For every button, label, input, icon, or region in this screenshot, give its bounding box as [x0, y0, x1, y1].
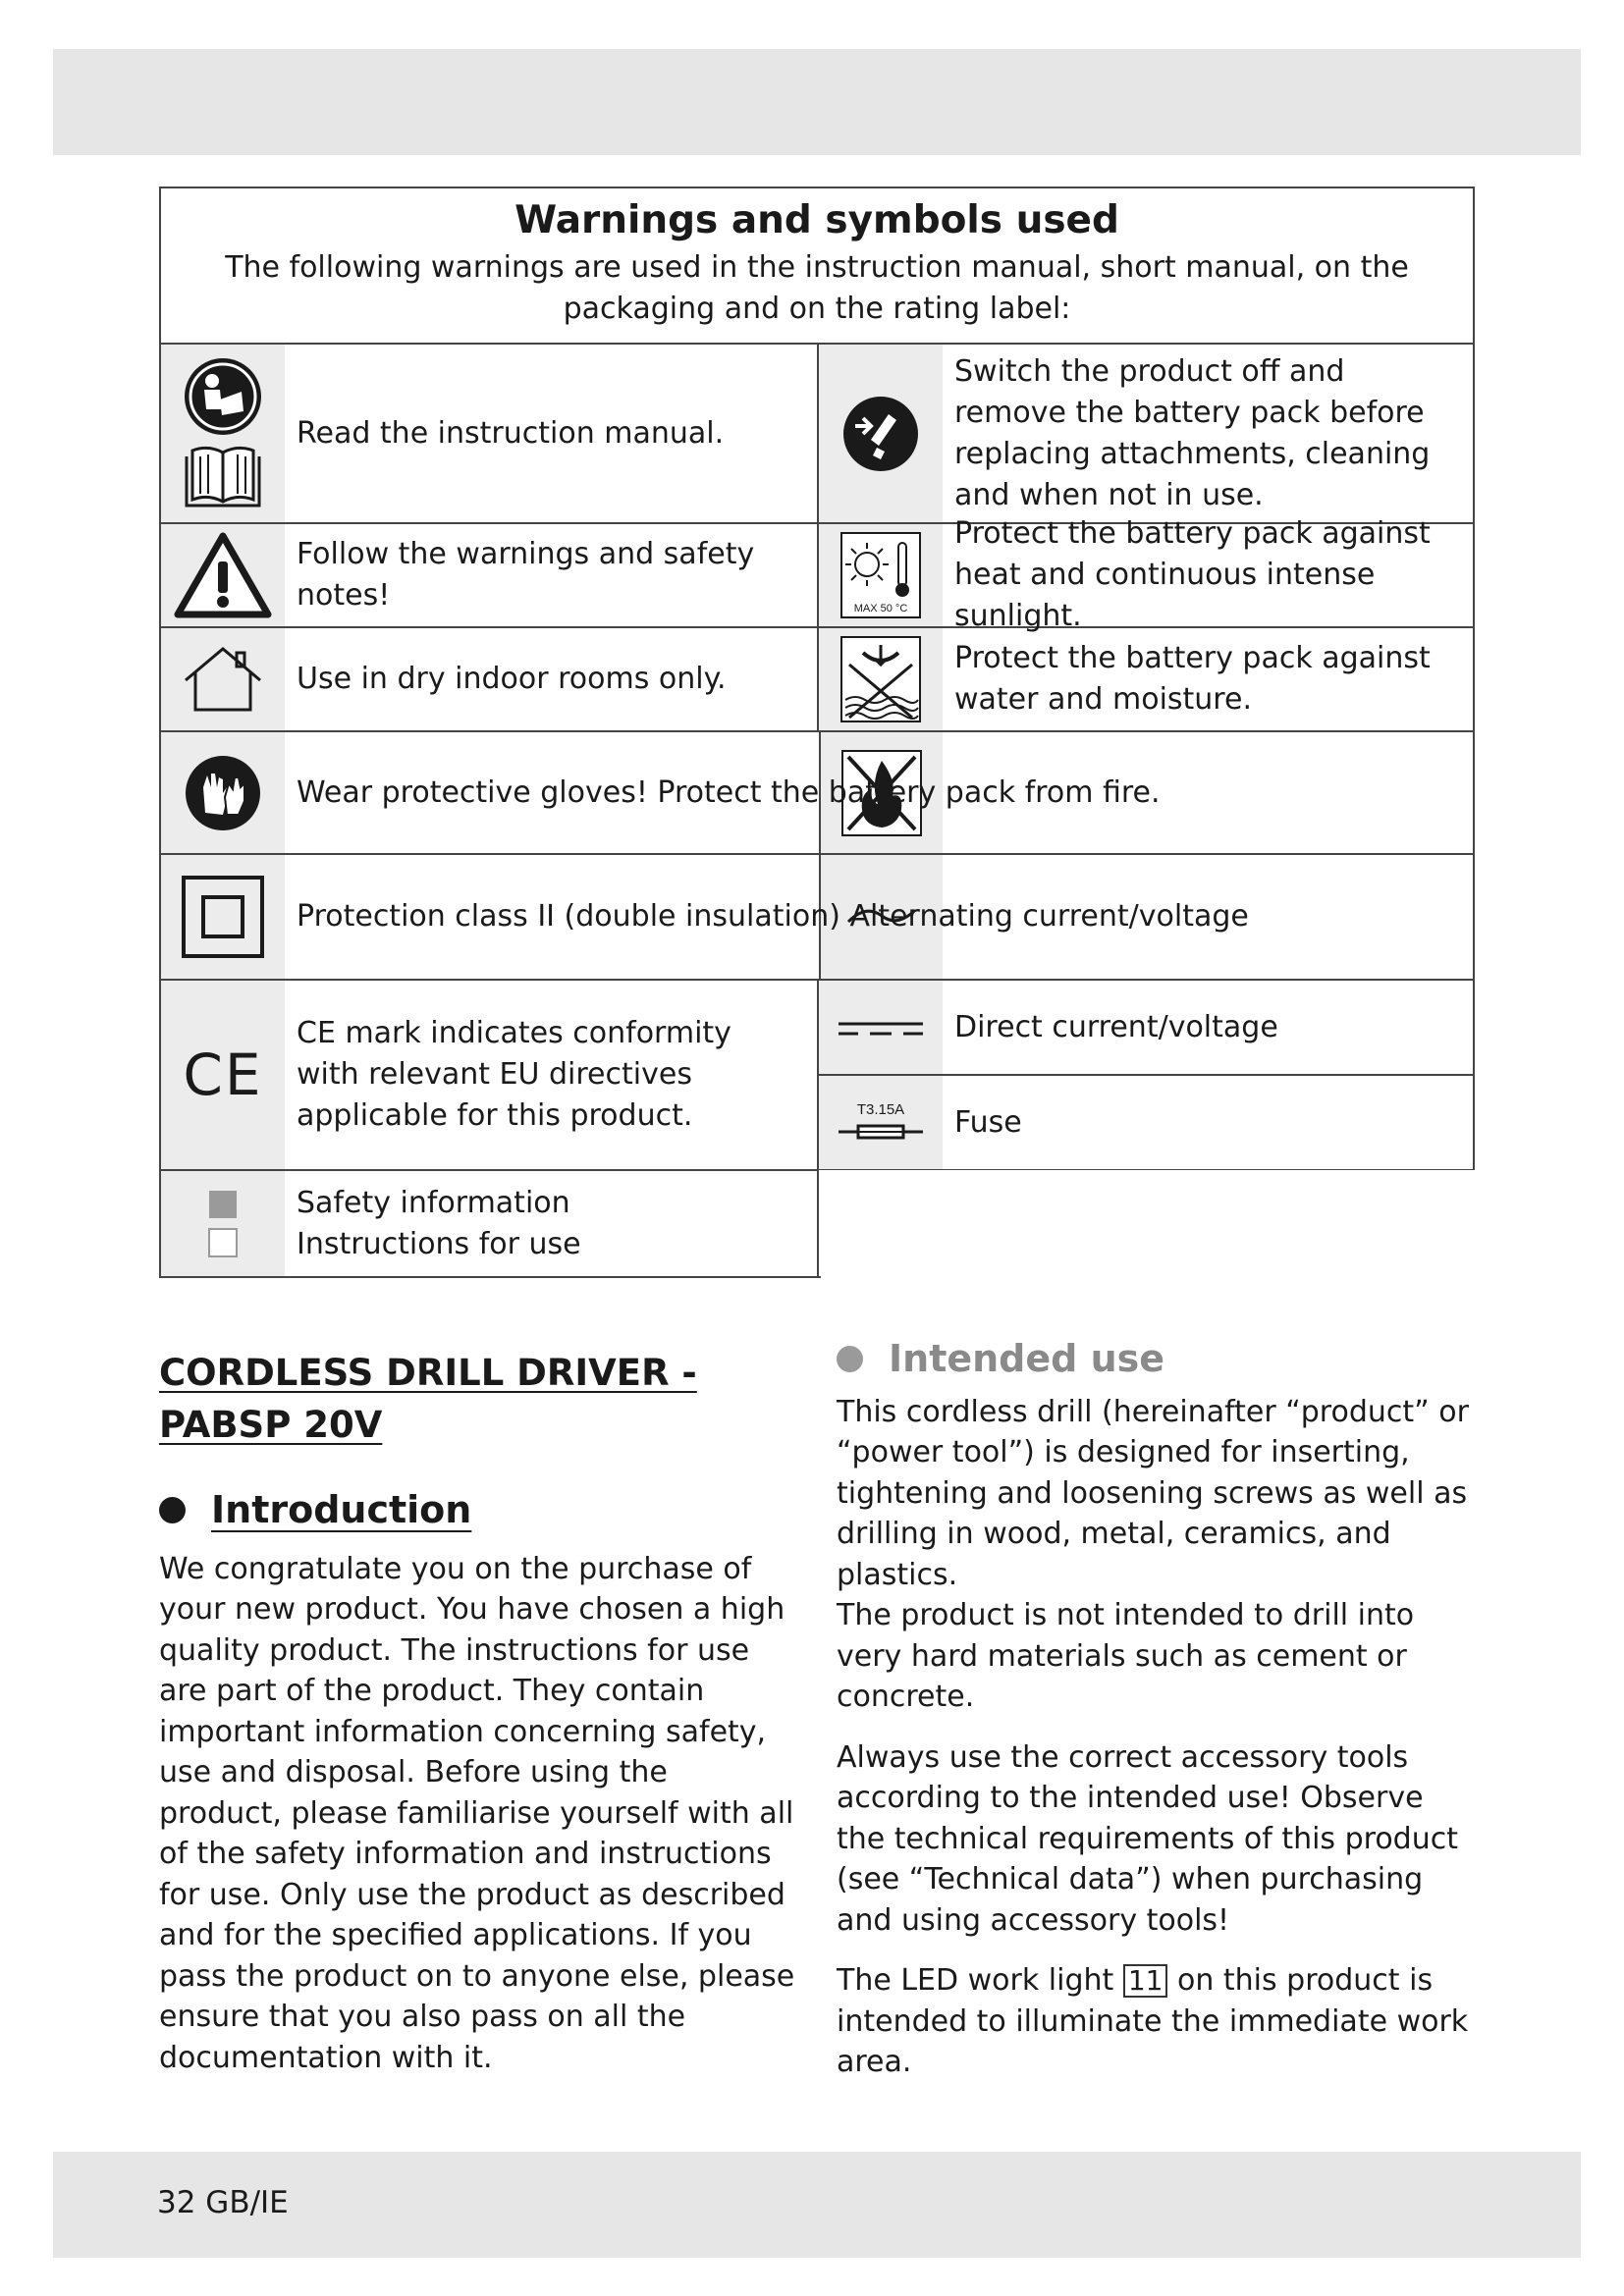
protective-gloves-icon	[184, 754, 262, 832]
intended-use-heading-text: Intended use	[889, 1337, 1165, 1380]
protection-class-ii-icon	[181, 875, 265, 959]
right-column	[837, 1339, 1475, 2083]
heat-sun-thermometer-icon	[839, 531, 922, 619]
open-book-icon	[183, 443, 263, 511]
row-water	[819, 628, 1473, 732]
intended-use-para2: The product is not intended to drill into very hard materials such as cement or concrete.	[837, 1598, 1415, 1714]
safety-information-square-icon	[209, 1191, 237, 1218]
intended-use-heading	[837, 1339, 1475, 1380]
switch-off-remove-battery-icon	[841, 395, 920, 473]
direct-current-icon	[837, 1018, 925, 1038]
warning-triangle-icon	[174, 532, 272, 618]
fuse-icon	[837, 1100, 925, 1146]
table-header	[161, 188, 1473, 345]
bullet-icon	[837, 1346, 863, 1372]
header-band	[53, 49, 1581, 155]
row-heat	[819, 516, 1473, 633]
table-subtitle: The following warnings are used in the instruction manual, short manual, on the packaging and on the rating label:	[225, 250, 1409, 326]
row-safety-instructions	[161, 1171, 819, 1276]
table-empty-area	[819, 1170, 1479, 1280]
row-dry-indoor	[161, 628, 819, 732]
heat-text: Protect the battery pack against heat and continuous intense sunlight.	[954, 516, 1431, 633]
row-warnings	[161, 524, 819, 628]
water-text: Protect the battery pack against water and moisture.	[954, 641, 1431, 717]
footer-band	[53, 2152, 1581, 2258]
fuse-icon-label: T3.15A	[856, 1100, 905, 1118]
bullet-icon	[159, 1497, 186, 1523]
gloves-text: Wear protective gloves! Protect the battery pack from fire.	[297, 774, 1161, 810]
intended-use-para1: This cordless drill (hereinafter “product” or “power tool”) is designed for inserting, tightening and loosening screws as well as drilling in wood, metal, ceramics, and plastics.	[837, 1394, 1469, 1592]
ce-mark-icon: CE	[183, 1041, 263, 1108]
introduction-heading	[159, 1490, 797, 1531]
led-reference-number: 11	[1123, 1964, 1168, 1998]
safety-information-text: Safety information	[297, 1185, 570, 1220]
introduction-text: We congratulate you on the purchase of your new product. You have chosen a high quality product. The instructions for use are part of the product. They contain important information concerning safety, use and disposal. Before using the product, please familiarise yourself with all of the safety information and instructions for use. Only use the product as described and for the specified applications. If you pass the product on to anyone else, please ensure that you also pass on all the documentation with it.	[159, 1551, 795, 2075]
warnings-text: Follow the warnings and safety notes!	[297, 537, 755, 613]
read-manual-text: Read the instruction manual.	[297, 415, 725, 451]
intended-use-para4	[837, 1960, 1475, 2083]
protection-class-text: Protection class II (double insulation) Alternating current/voltage	[297, 899, 1249, 934]
left-column	[159, 1347, 797, 2078]
fuse-text: Fuse	[954, 1104, 1022, 1140]
switch-off-text: Switch the product off and remove the battery pack before replacing attachments, cleaning and when not in use.	[954, 353, 1431, 512]
row-direct-current	[819, 981, 1473, 1076]
introduction-heading-text: Introduction	[211, 1488, 472, 1531]
direct-current-text: Direct current/voltage	[954, 1009, 1278, 1044]
table-title: Warnings and symbols used	[514, 198, 1119, 242]
symbols-table	[159, 187, 1475, 1278]
dry-indoor-text: Use in dry indoor rooms only.	[297, 662, 727, 696]
table-bottom-border	[159, 1276, 821, 1278]
house-icon	[182, 645, 264, 714]
page-number: 32 GB/IE	[157, 2185, 289, 2220]
row-gloves	[161, 732, 1473, 855]
product-title-line2: PABSP 20V	[159, 1404, 383, 1446]
row-switch-off	[819, 345, 1473, 524]
product-title-line1: CORDLESS DRILL DRIVER -	[159, 1352, 697, 1394]
led-text-b: on this product is intended to illuminate the immediate work area.	[837, 1963, 1469, 2079]
instructions-square-icon	[208, 1228, 238, 1257]
intended-use-para3: Always use the correct accessory tools according to the intended use! Observe the technical requirements of this product (see “Technical data”) when purchasing and using accessory tools!	[837, 1739, 1458, 1938]
row-protection-class	[161, 855, 1473, 981]
row-ce-mark	[161, 981, 819, 1171]
instructions-for-use-text: Instructions for use	[297, 1226, 581, 1261]
product-title	[159, 1347, 797, 1451]
led-text-a: The LED work light	[837, 1963, 1114, 1998]
ce-mark-text: CE mark indicates conformity with relevant EU directives applicable for this product.	[297, 1016, 731, 1133]
row-fuse	[819, 1076, 1473, 1171]
no-water-icon	[839, 635, 922, 723]
row-read-manual	[161, 345, 819, 524]
read-manual-icon	[183, 356, 263, 437]
heat-icon-label: MAX 50 °C	[853, 603, 908, 614]
